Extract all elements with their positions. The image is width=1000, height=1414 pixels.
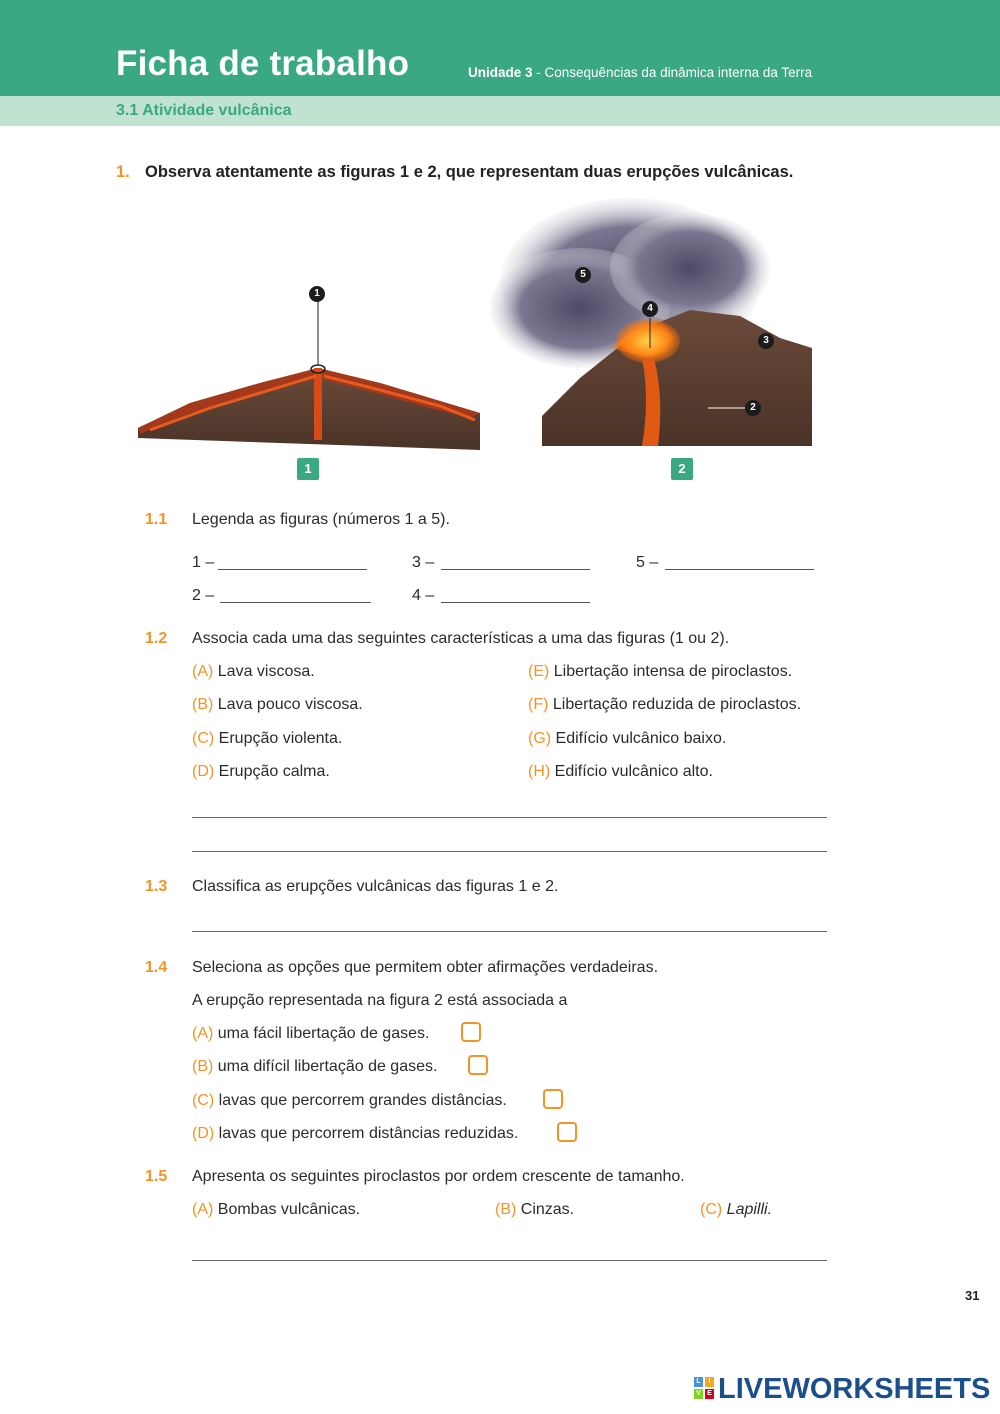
option-text: Cinzas. <box>516 1201 575 1218</box>
answer-line[interactable] <box>192 1259 827 1261</box>
option-item <box>192 663 315 681</box>
blank-label-2: 2 – <box>192 587 215 604</box>
option-letter: (C) <box>700 1201 723 1218</box>
option-letter: (C) <box>192 1092 215 1109</box>
page-number: 31 <box>965 1288 980 1303</box>
callout-badge-1: 1 <box>309 286 325 302</box>
question-1-4-text: Seleciona as opções que permitem obter afirmações verdadeiras. <box>192 959 659 976</box>
question-1-4-number: 1.4 <box>145 959 168 976</box>
option-letter: (B) <box>192 696 214 713</box>
option-item <box>192 1125 518 1143</box>
option-text: Erupção calma. <box>214 763 330 780</box>
option-letter: (A) <box>192 1201 214 1218</box>
answer-blank-5[interactable] <box>665 568 814 570</box>
checkbox-b[interactable] <box>468 1055 488 1075</box>
logo-tile-i: I <box>705 1377 714 1387</box>
liveworksheets-logo-icon <box>694 1377 714 1399</box>
checkbox-d[interactable] <box>557 1122 577 1142</box>
callout-badge-3: 3 <box>758 333 774 349</box>
option-text: Bombas vulcânicas. <box>213 1201 361 1218</box>
checkbox-c[interactable] <box>543 1089 563 1109</box>
answer-blank-4[interactable] <box>441 601 590 603</box>
option-letter: (E) <box>528 663 550 680</box>
option-item <box>192 763 330 781</box>
option-text: Lapilli. <box>722 1201 773 1218</box>
answer-line[interactable] <box>192 850 827 852</box>
question-1-5-number: 1.5 <box>145 1168 168 1185</box>
option-text: Libertação reduzida de piroclastos. <box>548 696 802 713</box>
option-text: Erupção violenta. <box>214 730 343 747</box>
question-1-5-text: Apresenta os seguintes piroclastos por ordem crescente de tamanho. <box>192 1168 685 1185</box>
question-1-1-number: 1.1 <box>145 511 168 528</box>
option-text: uma difícil libertação de gases. <box>213 1058 438 1075</box>
liveworksheets-brand: LIVEWORKSHEETS <box>718 1373 991 1405</box>
figure-2-label: 2 <box>671 458 693 480</box>
option-letter: (C) <box>192 730 215 747</box>
question-1-3-number: 1.3 <box>145 878 168 895</box>
page-title: Ficha de trabalho <box>116 44 410 83</box>
volcano-figures <box>130 198 830 458</box>
shield-volcano-figure <box>138 302 480 450</box>
unit-label: Unidade 3 <box>468 65 533 80</box>
unit-description: - Consequências da dinâmica interna da Terra <box>532 65 813 80</box>
option-letter: (B) <box>495 1201 517 1218</box>
option-text: Libertação intensa de piroclastos. <box>549 663 793 680</box>
option-letter: (B) <box>192 1058 214 1075</box>
unit-info <box>468 65 812 80</box>
option-item <box>528 696 801 714</box>
strato-volcano-figure <box>490 198 812 446</box>
option-letter: (D) <box>192 1125 215 1142</box>
option-item <box>495 1201 574 1219</box>
logo-tile-e: E <box>705 1389 714 1399</box>
answer-line[interactable] <box>192 816 827 818</box>
option-text: Edifício vulcânico baixo. <box>551 730 727 747</box>
option-letter: (D) <box>192 763 215 780</box>
question-1-2-text: Associa cada uma das seguintes características a uma das figuras (1 ou 2). <box>192 630 730 647</box>
option-item <box>528 763 713 781</box>
option-item <box>192 1201 360 1219</box>
question-1-text: Observa atentamente as figuras 1 e 2, que representam duas erupções vulcânicas. <box>145 163 794 181</box>
option-letter: (F) <box>528 696 549 713</box>
section-title: 3.1 Atividade vulcânica <box>116 102 292 119</box>
answer-blank-3[interactable] <box>441 568 590 570</box>
question-1-2-number: 1.2 <box>145 630 168 647</box>
option-text: Lava pouco viscosa. <box>213 696 363 713</box>
option-item <box>700 1201 772 1219</box>
question-1-3-text: Classifica as erupções vulcânicas das figuras 1 e 2. <box>192 878 559 895</box>
answer-blank-2[interactable] <box>220 601 371 603</box>
checkbox-a[interactable] <box>461 1022 481 1042</box>
logo-tile-v: V <box>694 1389 703 1399</box>
option-item <box>192 1025 429 1043</box>
blank-label-4: 4 – <box>412 587 435 604</box>
callout-badge-4: 4 <box>642 301 658 317</box>
callout-badge-2: 2 <box>745 400 761 416</box>
option-letter: (H) <box>528 763 551 780</box>
answer-blank-1[interactable] <box>218 568 367 570</box>
blank-label-3: 3 – <box>412 554 435 571</box>
option-text: lavas que percorrem grandes distâncias. <box>214 1092 507 1109</box>
option-letter: (G) <box>528 730 552 747</box>
option-item <box>528 730 726 748</box>
option-letter: (A) <box>192 1025 214 1042</box>
option-item <box>528 663 792 681</box>
option-text: lavas que percorrem distâncias reduzidas. <box>214 1125 519 1142</box>
question-1-1-text: Legenda as figuras (números 1 a 5). <box>192 511 450 528</box>
option-text: Lava viscosa. <box>213 663 315 680</box>
option-text: Edifício vulcânico alto. <box>550 763 713 780</box>
blank-label-1: 1 – <box>192 554 215 571</box>
option-item <box>192 696 363 714</box>
question-1-4-stem: A erupção representada na figura 2 está associada a <box>192 992 568 1009</box>
blank-label-5: 5 – <box>636 554 659 571</box>
option-text: uma fácil libertação de gases. <box>213 1025 430 1042</box>
answer-line[interactable] <box>192 930 827 932</box>
option-letter: (A) <box>192 663 214 680</box>
callout-badge-5: 5 <box>575 267 591 283</box>
logo-tile-l: L <box>694 1377 703 1387</box>
question-1-number: 1. <box>116 163 130 181</box>
option-item <box>192 1092 507 1110</box>
option-item <box>192 730 342 748</box>
option-item <box>192 1058 437 1076</box>
figure-1-label: 1 <box>297 458 319 480</box>
